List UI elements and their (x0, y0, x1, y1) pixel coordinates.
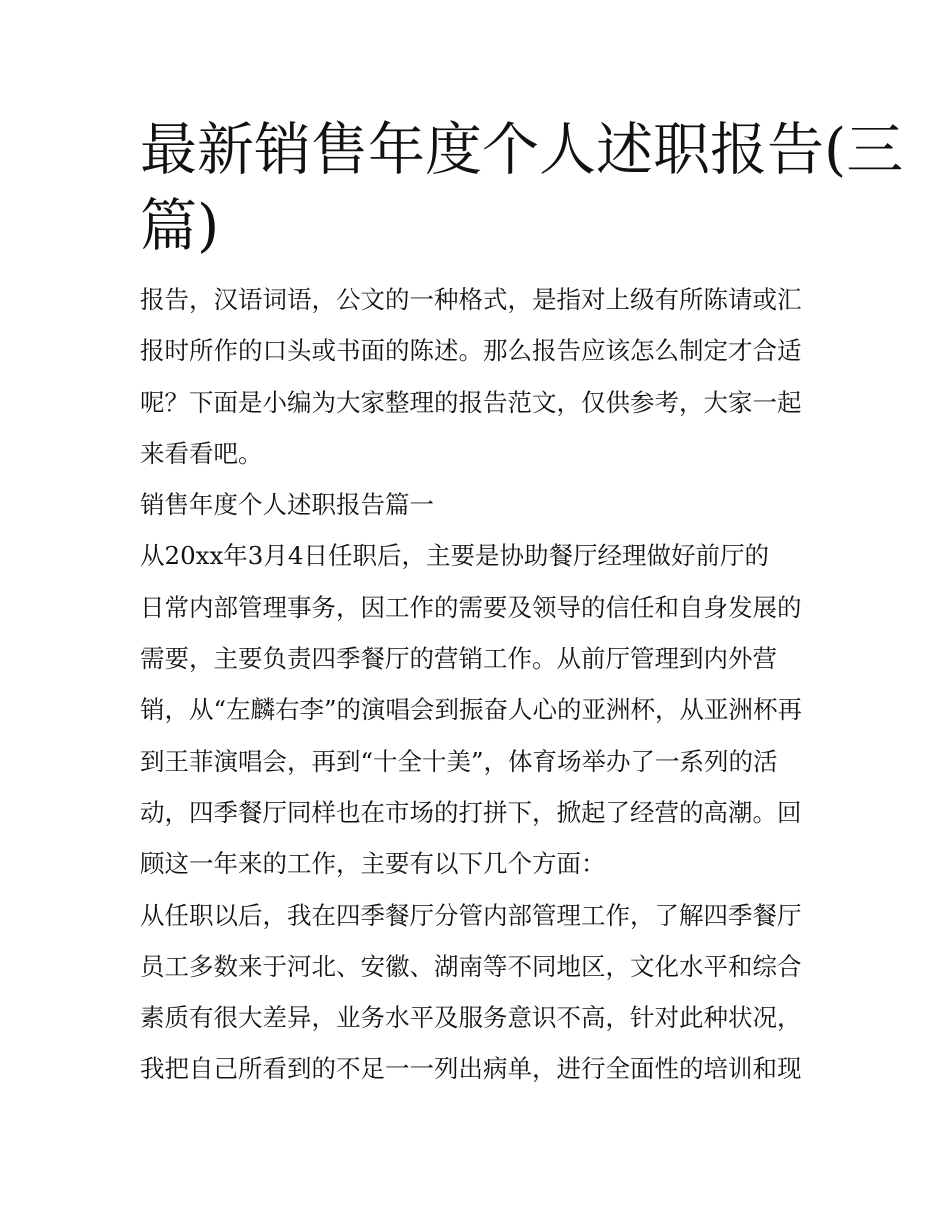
section-heading: 销售年度个人述职报告篇一 (140, 490, 434, 520)
text-line: 到王菲演唱会，再到“十全十美”，体育场举办了一系列的活 (140, 746, 778, 776)
text-line: 员工多数来于河北、安徽、湖南等不同地区，文化水平和综合 (140, 951, 802, 981)
paragraph-2 (140, 898, 830, 1103)
text-line: 动，四季餐厅同样也在市场的打拼下，掀起了经营的高潮。回 (140, 797, 802, 827)
title-line: 最新销售年度个人述职报告(三 (140, 117, 904, 183)
document-title (140, 112, 904, 264)
text-line: 从20xx年3月4日任职后，主要是协助餐厅经理做好前厅的 (140, 541, 769, 571)
text-line: 报时所作的口头或书面的陈述。那么报告应该怎么制定才合适 (140, 336, 802, 366)
text-line: 呢？下面是小编为大家整理的报告范文，仅供参考，大家一起 (140, 387, 802, 417)
text-line: 素质有很大差异，业务水平及服务意识不高，针对此种状况， (140, 1003, 802, 1033)
text-line: 销，从“左麟右李”的演唱会到振奋人心的亚洲杯，从亚洲杯再 (140, 695, 803, 725)
text-line: 我把自己所看到的不足一一列出病单，进行全面性的培训和现 (140, 1054, 802, 1084)
text-line: 来看看吧。 (140, 438, 263, 468)
paragraph-1 (140, 538, 830, 897)
text-line: 顾这一年来的工作，主要有以下几个方面： (140, 849, 606, 879)
intro-paragraph (140, 282, 830, 487)
text-line: 日常内部管理事务，因工作的需要及领导的信任和自身发展的 (140, 592, 802, 622)
text-line: 报告，汉语词语，公文的一种格式，是指对上级有所陈请或汇 (140, 285, 802, 314)
title-line: 篇) (140, 193, 220, 259)
document-body (140, 282, 830, 1103)
text-line: 从任职以后，我在四季餐厅分管内部管理工作，了解四季餐厅 (140, 900, 802, 930)
text-line: 需要，主要负责四季餐厅的营销工作。从前厅管理到内外营 (140, 644, 777, 674)
